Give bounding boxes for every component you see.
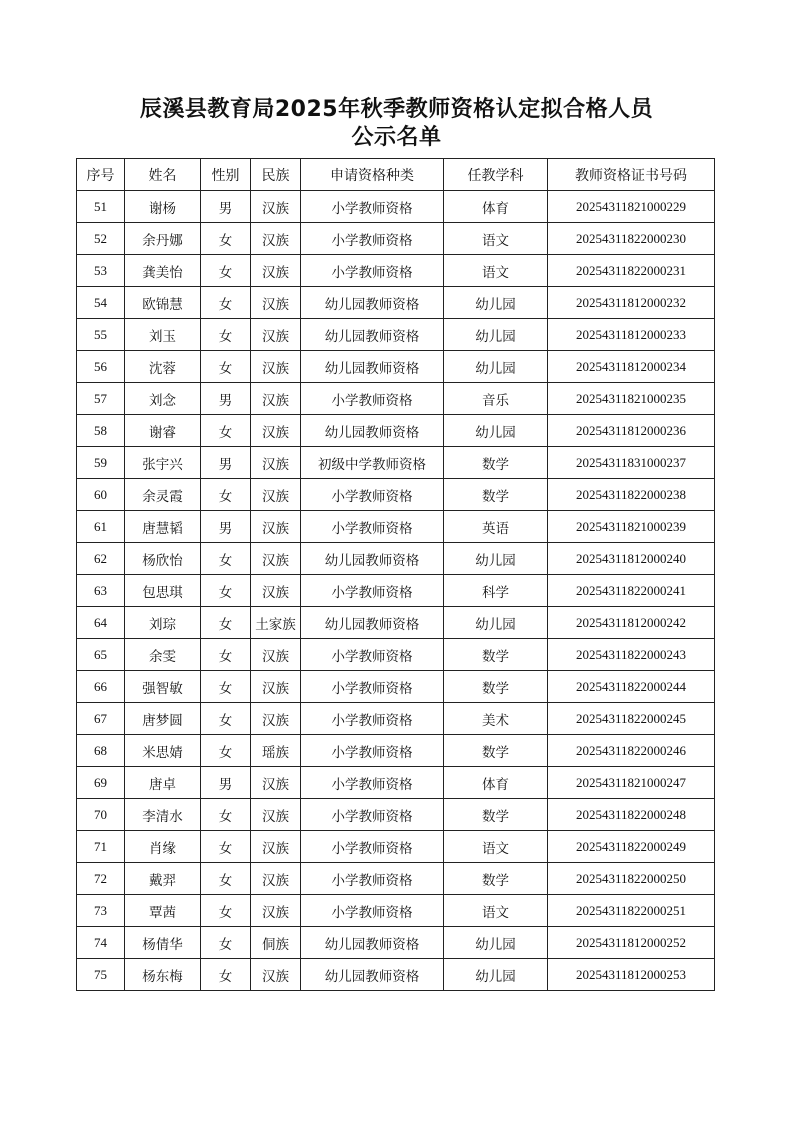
cell-name: 米思婧	[125, 735, 201, 767]
table-row	[77, 543, 715, 575]
cell-gender: 女	[201, 287, 251, 319]
cell-qualification-type: 初级中学教师资格	[301, 447, 444, 479]
cell-name: 李清水	[125, 799, 201, 831]
cell-index: 56	[77, 351, 125, 383]
cell-certificate-number: 20254311812000252	[548, 927, 715, 959]
cell-qualification-type: 小学教师资格	[301, 479, 444, 511]
cell-ethnicity: 汉族	[251, 511, 301, 543]
cell-certificate-number: 20254311821000235	[548, 383, 715, 415]
cell-qualification-type: 幼儿园教师资格	[301, 319, 444, 351]
cell-gender: 女	[201, 255, 251, 287]
cell-ethnicity: 汉族	[251, 319, 301, 351]
cell-index: 73	[77, 895, 125, 927]
cell-qualification-type: 小学教师资格	[301, 255, 444, 287]
cell-qualification-type: 小学教师资格	[301, 863, 444, 895]
cell-certificate-number: 20254311822000250	[548, 863, 715, 895]
cell-ethnicity: 汉族	[251, 543, 301, 575]
cell-ethnicity: 汉族	[251, 831, 301, 863]
cell-subject: 数学	[444, 799, 548, 831]
cell-gender: 女	[201, 607, 251, 639]
cell-name: 杨倩华	[125, 927, 201, 959]
cell-name: 刘玉	[125, 319, 201, 351]
cell-index: 71	[77, 831, 125, 863]
table-row	[77, 223, 715, 255]
cell-qualification-type: 幼儿园教师资格	[301, 543, 444, 575]
cell-qualification-type: 幼儿园教师资格	[301, 607, 444, 639]
cell-index: 57	[77, 383, 125, 415]
cell-name: 强智敏	[125, 671, 201, 703]
table-row	[77, 191, 715, 223]
cell-gender: 女	[201, 863, 251, 895]
cell-subject: 数学	[444, 639, 548, 671]
cell-index: 62	[77, 543, 125, 575]
cell-name: 肖缘	[125, 831, 201, 863]
table-row	[77, 671, 715, 703]
table-row	[77, 767, 715, 799]
cell-subject: 幼儿园	[444, 319, 548, 351]
cell-subject: 美术	[444, 703, 548, 735]
table-row	[77, 799, 715, 831]
cell-index: 75	[77, 959, 125, 991]
cell-name: 张宇兴	[125, 447, 201, 479]
cell-qualification-type: 小学教师资格	[301, 735, 444, 767]
table-row	[77, 351, 715, 383]
cell-gender: 女	[201, 831, 251, 863]
cell-name: 戴羿	[125, 863, 201, 895]
cell-index: 59	[77, 447, 125, 479]
cell-subject: 幼儿园	[444, 415, 548, 447]
cell-name: 余雯	[125, 639, 201, 671]
cell-index: 66	[77, 671, 125, 703]
cell-name: 谢睿	[125, 415, 201, 447]
cell-gender: 男	[201, 767, 251, 799]
cell-index: 51	[77, 191, 125, 223]
cell-subject: 数学	[444, 479, 548, 511]
cell-qualification-type: 幼儿园教师资格	[301, 927, 444, 959]
table-row	[77, 383, 715, 415]
cell-subject: 英语	[444, 511, 548, 543]
cell-certificate-number: 20254311812000233	[548, 319, 715, 351]
cell-index: 74	[77, 927, 125, 959]
cell-ethnicity: 汉族	[251, 703, 301, 735]
cell-name: 唐卓	[125, 767, 201, 799]
cell-index: 52	[77, 223, 125, 255]
cell-gender: 男	[201, 447, 251, 479]
cell-certificate-number: 20254311812000240	[548, 543, 715, 575]
cell-qualification-type: 小学教师资格	[301, 799, 444, 831]
table-row	[77, 895, 715, 927]
header-gender: 性别	[201, 159, 251, 191]
cell-subject: 幼儿园	[444, 927, 548, 959]
table-row	[77, 703, 715, 735]
cell-qualification-type: 幼儿园教师资格	[301, 287, 444, 319]
cell-gender: 女	[201, 927, 251, 959]
cell-certificate-number: 20254311812000236	[548, 415, 715, 447]
cell-subject: 数学	[444, 863, 548, 895]
cell-certificate-number: 20254311812000234	[548, 351, 715, 383]
cell-certificate-number: 20254311831000237	[548, 447, 715, 479]
cell-index: 58	[77, 415, 125, 447]
cell-certificate-number: 20254311822000246	[548, 735, 715, 767]
cell-ethnicity: 汉族	[251, 223, 301, 255]
cell-subject: 数学	[444, 735, 548, 767]
cell-certificate-number: 20254311812000242	[548, 607, 715, 639]
header-index: 序号	[77, 159, 125, 191]
cell-subject: 语文	[444, 895, 548, 927]
cell-certificate-number: 20254311822000238	[548, 479, 715, 511]
cell-qualification-type: 小学教师资格	[301, 575, 444, 607]
table-row	[77, 863, 715, 895]
cell-name: 欧锦慧	[125, 287, 201, 319]
cell-name: 余丹娜	[125, 223, 201, 255]
cell-index: 54	[77, 287, 125, 319]
cell-index: 64	[77, 607, 125, 639]
cell-ethnicity: 汉族	[251, 479, 301, 511]
cell-index: 63	[77, 575, 125, 607]
cell-name: 包思琪	[125, 575, 201, 607]
cell-certificate-number: 20254311822000245	[548, 703, 715, 735]
cell-subject: 数学	[444, 671, 548, 703]
cell-gender: 女	[201, 479, 251, 511]
cell-gender: 女	[201, 703, 251, 735]
cell-qualification-type: 小学教师资格	[301, 895, 444, 927]
table-row	[77, 607, 715, 639]
document-title: 辰溪县教育局2025年秋季教师资格认定拟合格人员	[139, 97, 654, 122]
cell-gender: 女	[201, 543, 251, 575]
cell-certificate-number: 20254311822000231	[548, 255, 715, 287]
table-row	[77, 447, 715, 479]
cell-subject: 幼儿园	[444, 959, 548, 991]
cell-qualification-type: 小学教师资格	[301, 223, 444, 255]
table-row	[77, 415, 715, 447]
cell-name: 余灵霞	[125, 479, 201, 511]
cell-ethnicity: 汉族	[251, 767, 301, 799]
header-subject: 任教学科	[444, 159, 548, 191]
cell-certificate-number: 20254311822000241	[548, 575, 715, 607]
cell-certificate-number: 20254311822000244	[548, 671, 715, 703]
cell-gender: 女	[201, 671, 251, 703]
table-row	[77, 287, 715, 319]
cell-ethnicity: 汉族	[251, 959, 301, 991]
roster-table	[76, 158, 715, 991]
cell-qualification-type: 小学教师资格	[301, 767, 444, 799]
cell-gender: 女	[201, 415, 251, 447]
cell-certificate-number: 20254311821000247	[548, 767, 715, 799]
table-header-row	[77, 159, 715, 191]
cell-ethnicity: 汉族	[251, 671, 301, 703]
table-row	[77, 735, 715, 767]
header-name: 姓名	[125, 159, 201, 191]
cell-subject: 幼儿园	[444, 351, 548, 383]
cell-index: 67	[77, 703, 125, 735]
cell-index: 72	[77, 863, 125, 895]
table-row	[77, 831, 715, 863]
cell-qualification-type: 小学教师资格	[301, 511, 444, 543]
cell-name: 杨欣怡	[125, 543, 201, 575]
document-subtitle: 公示名单	[351, 125, 442, 150]
table-row	[77, 959, 715, 991]
cell-name: 谢杨	[125, 191, 201, 223]
header-ethnicity: 民族	[251, 159, 301, 191]
cell-subject: 体育	[444, 767, 548, 799]
cell-certificate-number: 20254311822000248	[548, 799, 715, 831]
cell-subject: 语文	[444, 831, 548, 863]
cell-subject: 幼儿园	[444, 543, 548, 575]
cell-qualification-type: 小学教师资格	[301, 703, 444, 735]
cell-index: 68	[77, 735, 125, 767]
table-row	[77, 639, 715, 671]
cell-qualification-type: 幼儿园教师资格	[301, 415, 444, 447]
cell-ethnicity: 汉族	[251, 255, 301, 287]
cell-certificate-number: 20254311822000243	[548, 639, 715, 671]
cell-subject: 语文	[444, 223, 548, 255]
cell-ethnicity: 汉族	[251, 799, 301, 831]
table-row	[77, 927, 715, 959]
cell-index: 60	[77, 479, 125, 511]
cell-index: 69	[77, 767, 125, 799]
cell-subject: 幼儿园	[444, 287, 548, 319]
cell-gender: 女	[201, 223, 251, 255]
cell-certificate-number: 20254311812000253	[548, 959, 715, 991]
cell-ethnicity: 土家族	[251, 607, 301, 639]
cell-name: 刘念	[125, 383, 201, 415]
cell-name: 杨东梅	[125, 959, 201, 991]
cell-ethnicity: 汉族	[251, 287, 301, 319]
cell-ethnicity: 汉族	[251, 383, 301, 415]
cell-ethnicity: 汉族	[251, 415, 301, 447]
cell-qualification-type: 小学教师资格	[301, 191, 444, 223]
cell-certificate-number: 20254311822000251	[548, 895, 715, 927]
cell-name: 龚美怡	[125, 255, 201, 287]
cell-ethnicity: 汉族	[251, 191, 301, 223]
cell-gender: 女	[201, 735, 251, 767]
cell-index: 55	[77, 319, 125, 351]
cell-ethnicity: 汉族	[251, 447, 301, 479]
table-row	[77, 255, 715, 287]
table-row	[77, 319, 715, 351]
cell-qualification-type: 小学教师资格	[301, 671, 444, 703]
cell-name: 唐慧韬	[125, 511, 201, 543]
cell-certificate-number: 20254311822000230	[548, 223, 715, 255]
cell-subject: 幼儿园	[444, 607, 548, 639]
cell-qualification-type: 小学教师资格	[301, 639, 444, 671]
table-row	[77, 575, 715, 607]
cell-name: 唐梦圆	[125, 703, 201, 735]
cell-certificate-number: 20254311822000249	[548, 831, 715, 863]
cell-qualification-type: 幼儿园教师资格	[301, 959, 444, 991]
cell-index: 65	[77, 639, 125, 671]
cell-gender: 男	[201, 191, 251, 223]
cell-name: 覃茜	[125, 895, 201, 927]
cell-name: 刘琮	[125, 607, 201, 639]
cell-ethnicity: 汉族	[251, 639, 301, 671]
cell-qualification-type: 小学教师资格	[301, 831, 444, 863]
cell-ethnicity: 汉族	[251, 863, 301, 895]
cell-subject: 数学	[444, 447, 548, 479]
cell-qualification-type: 幼儿园教师资格	[301, 351, 444, 383]
header-certificate-number: 教师资格证书号码	[548, 159, 715, 191]
cell-gender: 女	[201, 895, 251, 927]
cell-ethnicity: 汉族	[251, 895, 301, 927]
cell-name: 沈蓉	[125, 351, 201, 383]
cell-subject: 科学	[444, 575, 548, 607]
cell-gender: 女	[201, 351, 251, 383]
cell-gender: 女	[201, 799, 251, 831]
cell-certificate-number: 20254311821000229	[548, 191, 715, 223]
cell-gender: 女	[201, 575, 251, 607]
cell-ethnicity: 侗族	[251, 927, 301, 959]
cell-certificate-number: 20254311812000232	[548, 287, 715, 319]
cell-gender: 男	[201, 511, 251, 543]
cell-gender: 女	[201, 639, 251, 671]
cell-subject: 音乐	[444, 383, 548, 415]
cell-qualification-type: 小学教师资格	[301, 383, 444, 415]
header-qualification-type: 申请资格种类	[301, 159, 444, 191]
roster-body	[77, 191, 715, 991]
cell-index: 70	[77, 799, 125, 831]
cell-ethnicity: 瑶族	[251, 735, 301, 767]
cell-subject: 体育	[444, 191, 548, 223]
cell-index: 53	[77, 255, 125, 287]
cell-subject: 语文	[444, 255, 548, 287]
table-row	[77, 479, 715, 511]
cell-gender: 女	[201, 319, 251, 351]
cell-index: 61	[77, 511, 125, 543]
cell-gender: 男	[201, 383, 251, 415]
cell-ethnicity: 汉族	[251, 575, 301, 607]
cell-ethnicity: 汉族	[251, 351, 301, 383]
cell-gender: 女	[201, 959, 251, 991]
table-row	[77, 511, 715, 543]
cell-certificate-number: 20254311821000239	[548, 511, 715, 543]
